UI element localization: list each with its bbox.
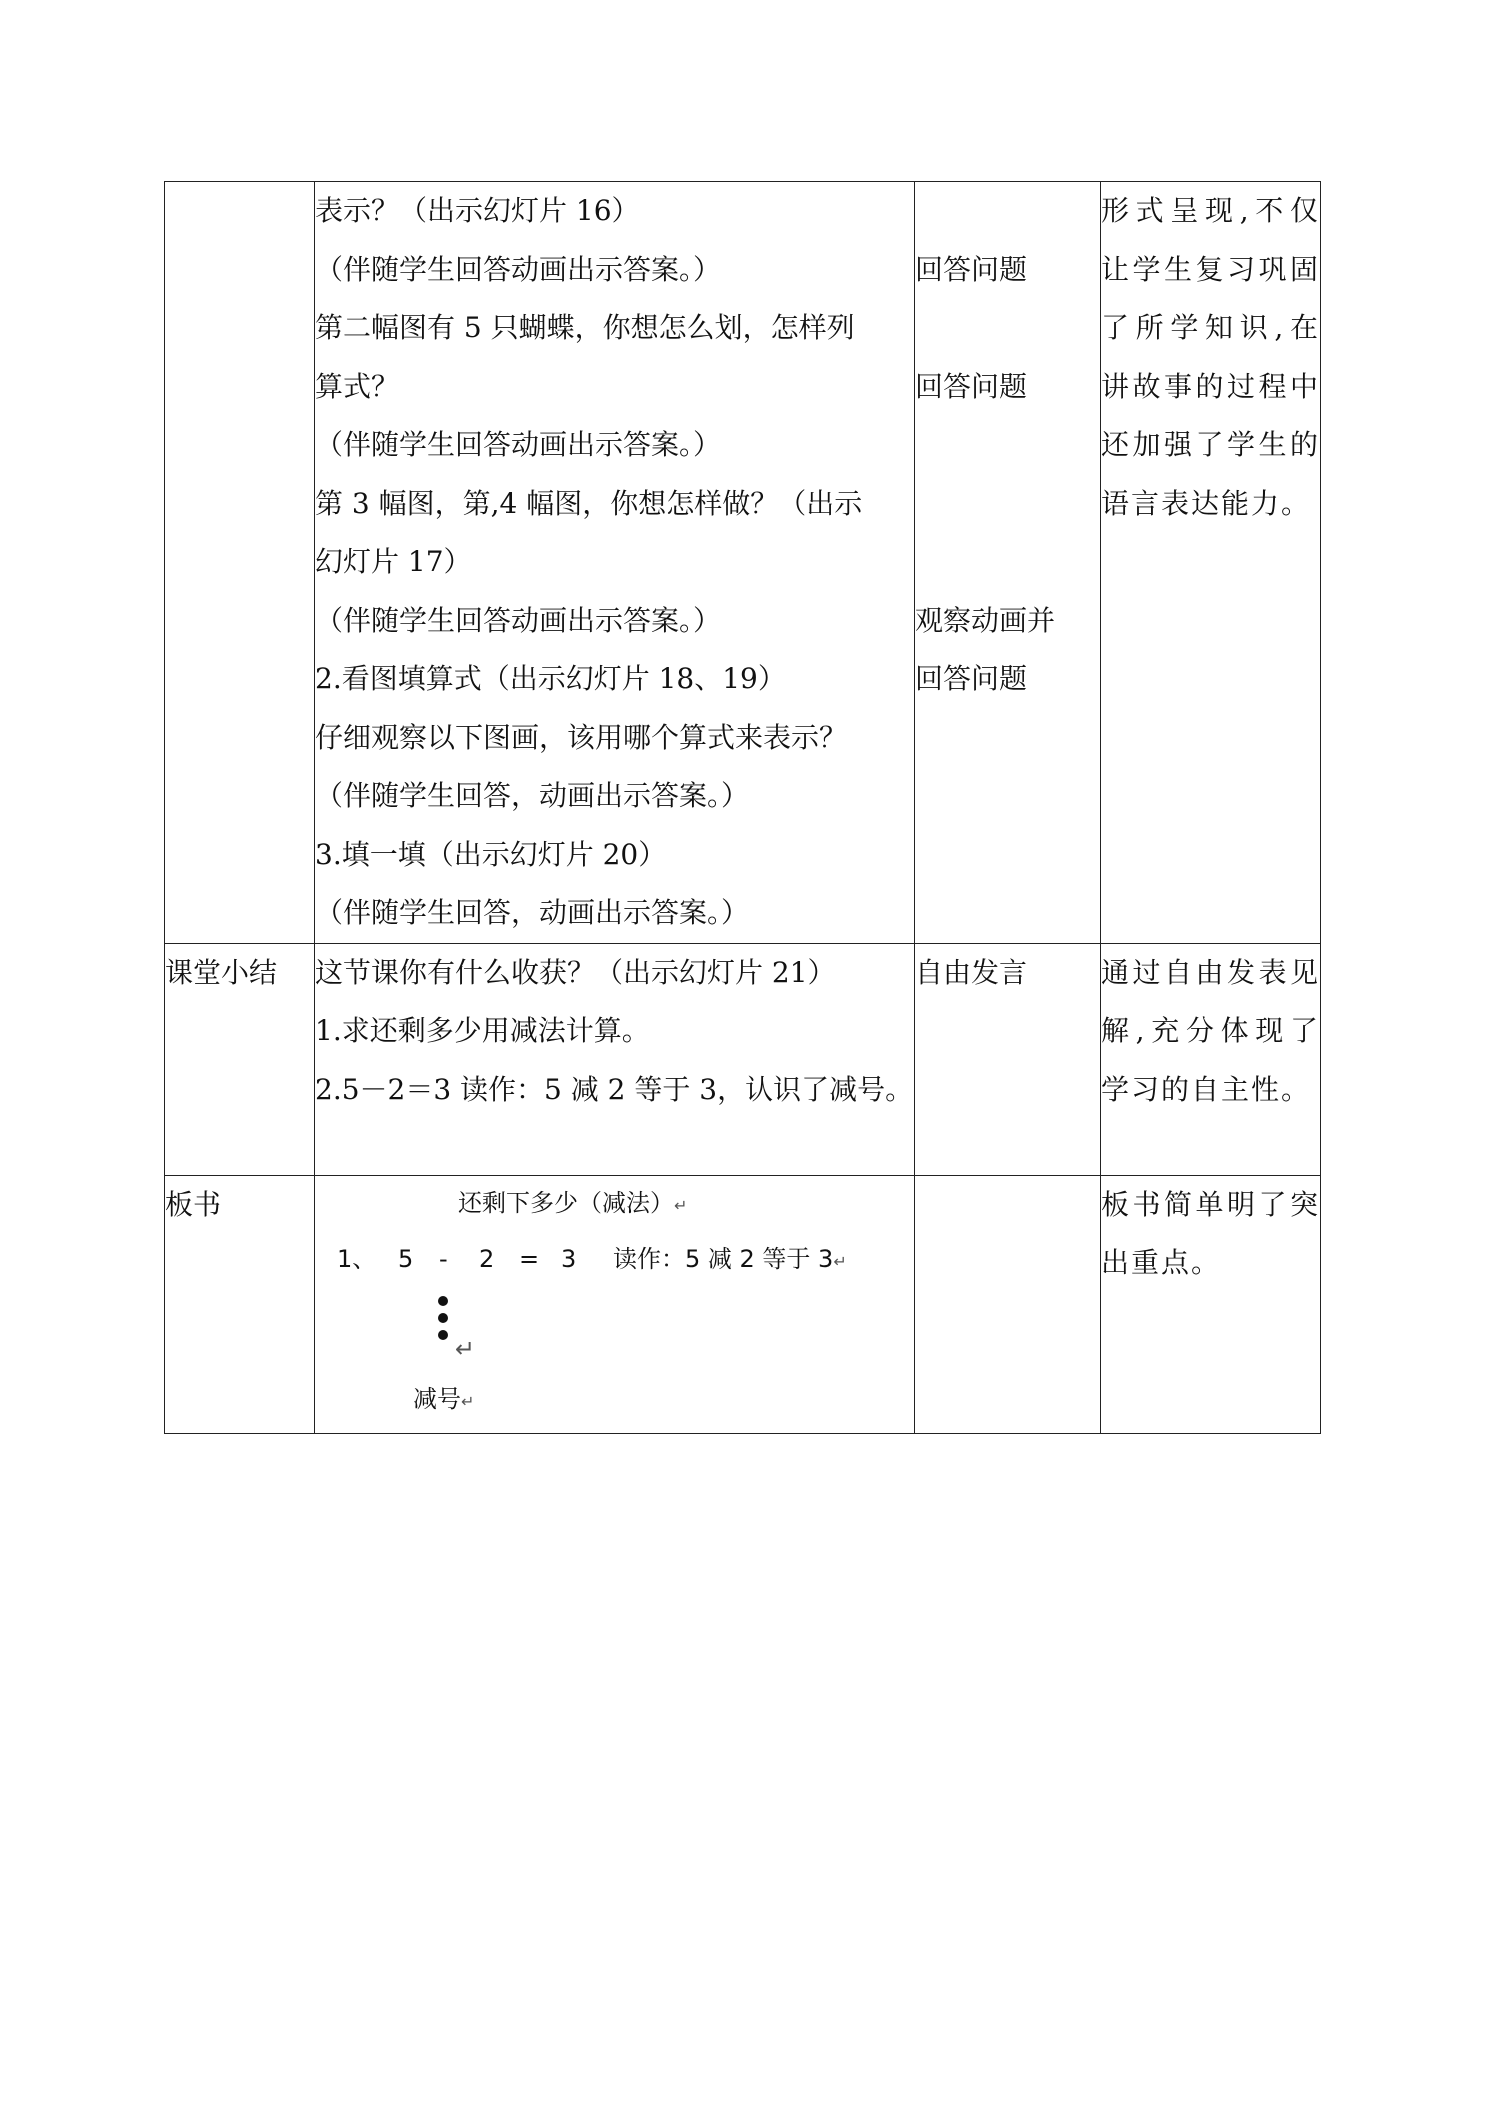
row1-section-cell <box>165 182 315 944</box>
activity-line: 幻灯片 17） <box>315 545 472 578</box>
row1-teacher-activity-cell <box>315 182 915 944</box>
table-row-practice <box>165 182 1321 944</box>
board-reading: 读作：5 减 2 等于 3↵ <box>613 1244 847 1273</box>
activity-line: （伴随学生回答动画出示答案。） <box>315 603 722 637</box>
student-answer-label: 回答问题 <box>915 369 1028 403</box>
design-intent-text: 板书简单明了突出重点。 <box>1101 1187 1320 1279</box>
board-eq-minuend: 5 <box>398 1244 414 1273</box>
lesson-plan-table <box>164 181 1321 1434</box>
row3-student-activity-cell <box>915 1175 1101 1433</box>
student-observe-label: 观察动画并 <box>915 603 1056 637</box>
student-answer-label: 回答问题 <box>915 252 1028 286</box>
board-eq-subtrahend: 2 <box>479 1244 495 1273</box>
board-eq-equals: = <box>519 1244 540 1273</box>
activity-line: 仔细观察以下图画，该用哪个算式来表示？ <box>315 720 848 754</box>
blackboard-image <box>315 1176 914 1428</box>
student-observe-label: 回答问题 <box>915 662 1028 695</box>
summary-line: 2.5－2＝3 读作：5 减 2 等于 3，认识了减号。 <box>315 1072 914 1106</box>
board-eq-result: 3 <box>561 1244 577 1273</box>
summary-line: 1.求还剩多少用减法计算。 <box>315 1014 650 1047</box>
board-arrow-dot <box>438 1296 448 1306</box>
activity-line: （伴随学生回答动画出示答案。） <box>315 428 722 461</box>
section-label-board: 板书 <box>165 1175 315 1433</box>
board-arrow-dot <box>438 1330 448 1340</box>
row1-student-activity-cell <box>915 182 1101 944</box>
row2-student-activity-cell: 自由发言 <box>915 943 1101 1175</box>
table-row-summary <box>165 943 1321 1175</box>
board-eq-operator: - <box>439 1244 448 1273</box>
activity-line: 第二幅图有 5 只蝴蝶，你想怎么划，怎样列 <box>315 311 855 344</box>
summary-line: 这节课你有什么收获？（出示幻灯片 21） <box>315 955 836 989</box>
board-title: 还剩下多少（减法）↵ <box>458 1188 688 1217</box>
activity-line: 第 3 幅图，第,4 幅图，你想怎样做？（出示 <box>315 486 863 520</box>
section-label-summary: 课堂小结 <box>165 943 315 1175</box>
activity-line: （伴随学生回答，动画出示答案。） <box>315 779 750 812</box>
table-row-board <box>165 1175 1321 1433</box>
row2-design-intent-cell <box>1101 943 1321 1175</box>
activity-line: 2.看图填算式（出示幻灯片 18、19） <box>315 662 786 695</box>
row2-teacher-activity-cell <box>315 943 915 1175</box>
board-minus-sign-label: 减号↵ <box>413 1384 475 1413</box>
design-intent-text: 通过自由发表见解,充分体现了学习的自主性。 <box>1101 955 1320 1106</box>
activity-line: 算式？ <box>315 369 400 403</box>
row3-design-intent-cell <box>1101 1175 1321 1433</box>
board-return-mark: ↵ <box>455 1334 476 1363</box>
design-intent-text: 形式呈现,不仅让学生复习巩固了所学知识,在讲故事的过程中还加强了学生的语言表达能力。 <box>1101 194 1320 520</box>
blackboard-cell <box>315 1175 915 1433</box>
row1-design-intent-cell <box>1101 182 1321 944</box>
activity-line: 3.填一填（出示幻灯片 20） <box>315 837 667 871</box>
board-arrow-dot <box>438 1313 448 1323</box>
activity-line: 表示？（出示幻灯片 16） <box>315 194 640 227</box>
board-eq-index: 1、 <box>337 1244 377 1273</box>
activity-line: （伴随学生回答动画出示答案。） <box>315 252 722 286</box>
activity-line: （伴随学生回答，动画出示答案。） <box>315 896 750 929</box>
